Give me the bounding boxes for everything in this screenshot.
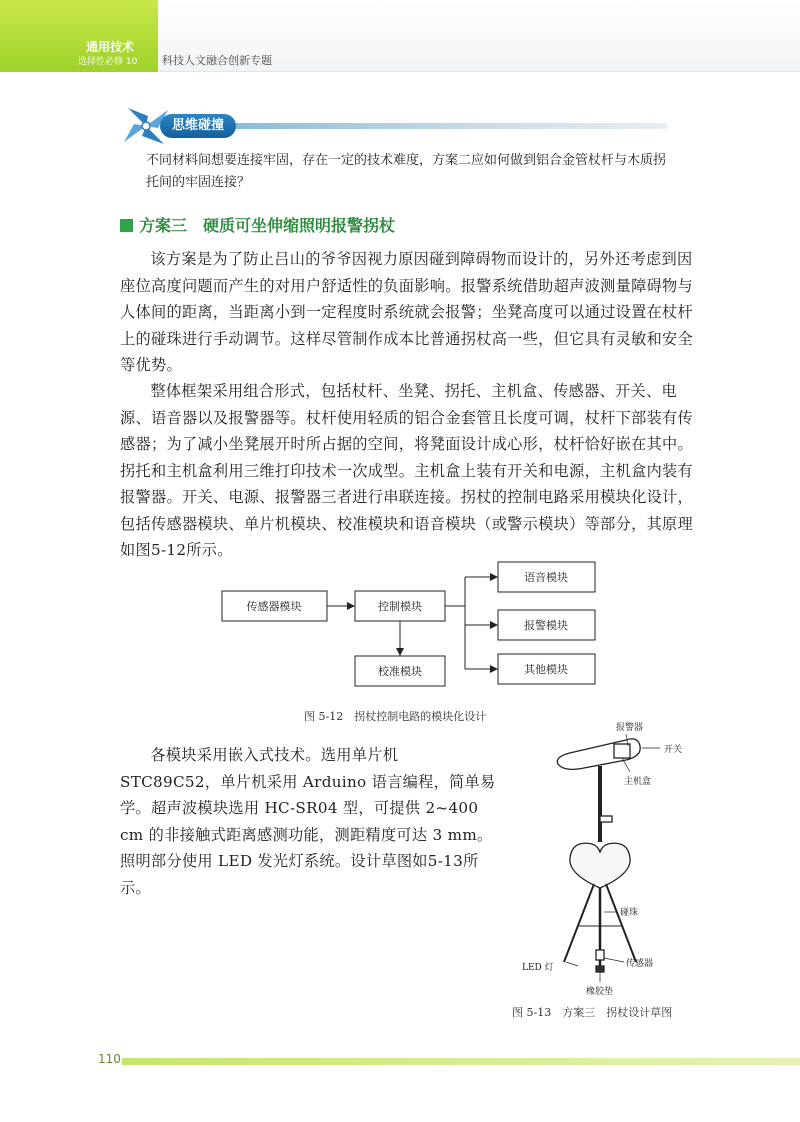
banner-label: 思维碰撞 — [160, 114, 236, 138]
book-title: 通用技术 — [86, 40, 135, 54]
thinking-banner — [118, 104, 668, 148]
label-voice: 语音模块 — [524, 571, 568, 584]
label-switch: 开关 — [664, 745, 683, 755]
crutch-sketch — [514, 716, 714, 1001]
label-rubber: 橡胶垫 — [586, 987, 614, 997]
label-control: 控制模块 — [378, 600, 422, 613]
label-bead: 碰珠 — [620, 908, 639, 918]
figure-5-13-caption: 图 5-13 方案三 拐杖设计草图 — [512, 1006, 673, 1019]
label-sensor: 传感器模块 — [246, 600, 302, 613]
label-led: LED 灯 — [522, 963, 554, 973]
paragraph-3: 各模块采用嵌入式技术。选用单片机 STC89C52，单片机采用 Arduino 语言编程，简单易学。超声波模块选用 HC-SR04 型，可提供 2~400 cm 的非接触式距离感测功能，测距精度可达 3 mm。照明部分使用 LED 发光灯系统。设计草图如5-13所示。 — [120, 746, 496, 897]
pointer-led — [566, 962, 578, 966]
label-other: 其他模块 — [524, 663, 568, 676]
intro-question: 不同材料间想要连接牢固，存在一定的技术难度，方案二应如何做到铝合金管杖杆与木质拐托间的牢固连接？ — [146, 153, 667, 190]
figure-5-12-caption: 图 5-12 拐杖控制电路的模块化设计 — [304, 710, 487, 723]
header-book-tab — [0, 0, 158, 72]
pointer-sensor — [604, 958, 624, 962]
label-alarm-device: 报警器 — [616, 723, 644, 733]
section-square-icon — [120, 219, 133, 232]
leg-left — [564, 884, 594, 962]
adjust-clip — [600, 816, 612, 822]
sensor-block — [596, 950, 604, 960]
banner-bar — [188, 123, 668, 129]
section-subtitle: 科技人文融合创新专题 — [162, 54, 272, 67]
footer-bar — [122, 1058, 800, 1065]
host-box — [614, 744, 630, 758]
section-heading — [120, 213, 395, 236]
book-subtitle: 选择性必修 10 — [78, 57, 138, 67]
label-sensor-device: 传感器 — [626, 959, 654, 969]
header-bar — [158, 0, 800, 72]
block-diagram — [200, 556, 620, 696]
label-host-box: 主机盒 — [624, 777, 652, 787]
paragraph-2: 整体框架采用组合形式，包括杖杆、坐凳、拐托、主机盒、传感器、开关、电源、语音器以及报警器等。杖杆使用轻质的铝合金套管且长度可调，杖杆下部装有传感器；为了减小坐凳展开时所占据的空间，将凳面设计成心形，杖杆恰好嵌在其中。拐托和主机盒利用三维打印技术一次成型。主机盒上装有开关和电源，主机盒内装有报警器。开关、电源、报警器三者进行串联连接。拐杖的控制电路采用模块化设计，包括传感器模块、单片机模块、校准模块和语音模块（或警示模块）等部分，其原理如图5-12所示。 — [120, 382, 694, 559]
page-number: 110 — [98, 1052, 121, 1066]
paragraph-1: 该方案是为了防止吕山的爷爷因视力原因碰到障碍物而设计的，另外还考虑到因座位高度问题而产生的对用户舒适性的负面影响。报警系统借助超声波测量障碍物与人体间的距离，当距离小到一定程度时系统就会报警；坐凳高度可以通过设置在杖杆上的碰珠进行手动调节。这样尽管制作成本比普通拐杖高一些，但它具有灵敏和安全等优势。 — [120, 250, 694, 374]
label-alarm: 报警模块 — [524, 619, 568, 632]
heart-seat — [570, 843, 630, 888]
section-title: 方案三 硬质可坐伸缩照明报警拐杖 — [139, 216, 396, 235]
leg-right — [606, 884, 639, 962]
rubber-pad — [596, 966, 604, 972]
label-calibrate: 校准模块 — [378, 665, 422, 678]
